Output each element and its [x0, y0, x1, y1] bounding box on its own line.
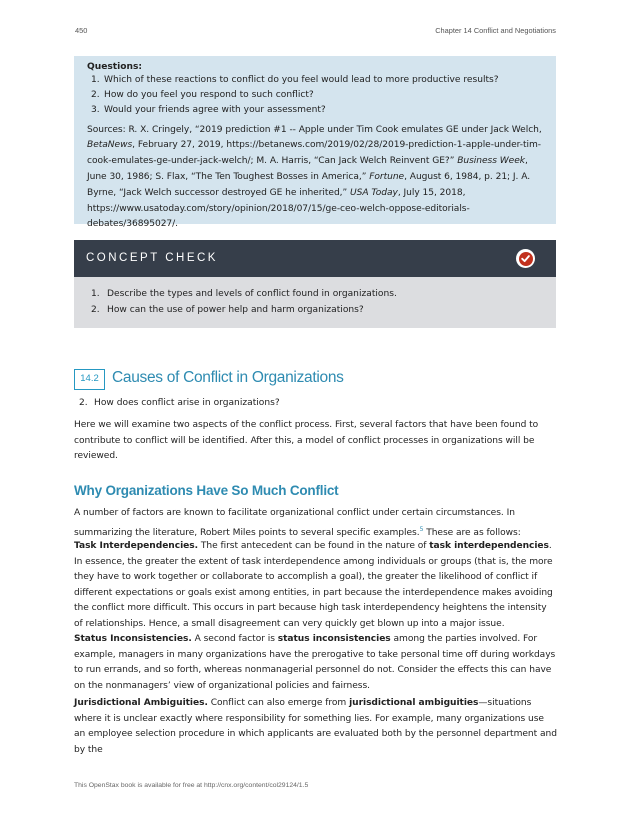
status-inconsistencies-paragraph — [74, 632, 557, 694]
key-term: status inconsistencies — [277, 634, 391, 644]
sources-citation — [87, 123, 543, 234]
paragraph-text: A number of factors are known to facilitate organizational conflict under certain circumstances. In summarizing the literature, Robert Miles points to several specific examples. — [74, 508, 515, 538]
question-item — [87, 88, 543, 103]
question-text: Would your friends agree with your assessment? — [104, 105, 326, 116]
paragraph-text: . In essence, the greater the extent of task interdependence among individuals or groups (that is, the more they have to work together or collaborate to accomplish a goal), the greater the likelihood of conflict if different expectations or goals exist among entities, in part because the interdependence makes avoiding the conflict more difficult. This occurs in part because high task interdependency heightens the intensity of relationships. Hence, a small disagreement can very quickly get blown up into a major issue. — [74, 541, 553, 629]
question-number: 3. — [91, 105, 100, 116]
learning-objective — [79, 398, 280, 408]
question-text: How do you feel you respond to such conflict? — [104, 90, 314, 101]
paragraph-text: Conflict can also emerge from — [207, 698, 350, 708]
questions-title: Questions: — [87, 62, 143, 72]
item-number: 1. — [91, 289, 100, 299]
page-footer: This OpenStax book is available for free at http://cnx.org/content/col29124/1.5 — [74, 782, 309, 789]
key-term: jurisdictional ambiguities — [349, 698, 479, 708]
jurisdictional-ambiguities-paragraph — [74, 696, 557, 758]
paragraph-text: —situations where it is unclear exactly where responsibility for something lies. For example, many organizations use an employee selection procedure in which applicants are evaluated both by the personnel department and by the — [74, 698, 557, 755]
item-number: 2. — [91, 304, 100, 315]
checkmark-icon — [516, 249, 535, 268]
item-text: Describe the types and levels of conflict found in organizations. — [107, 289, 397, 299]
paragraph-text: The first antecedent can be found in the nature of — [198, 541, 430, 551]
footnote-link[interactable]: 5 — [419, 525, 424, 533]
paragraph-text: A second factor is — [191, 634, 278, 644]
key-term: task interdependencies — [429, 541, 549, 551]
chapter-title: Chapter 14 Conflict and Negotiations — [435, 26, 556, 35]
intro-paragraph: Here we will examine two aspects of the conflict process. First, several factors that have been found to contribute to conflict will be identified. After this, a model of conflict processes in organizations will be reviewed. — [74, 420, 539, 462]
case-questions-box — [74, 56, 556, 230]
concept-check-item — [91, 303, 556, 319]
task-interdependencies-paragraph — [74, 539, 557, 633]
paragraph-text: These are as follows: — [423, 527, 521, 538]
question-item — [87, 73, 543, 88]
source-text: , July 15, 2018, https://www.usatoday.com/story/opinion/2018/07/15/ge-ceo-welch-oppose-editorials-debates/36895027/. — [87, 187, 470, 230]
question-number: 1. — [91, 75, 100, 85]
source-publication: Business Week — [457, 156, 525, 167]
question-item — [87, 103, 543, 118]
source-text: , August 6, 1984, p. 21; J. A. Byrne, “Jack Welch successor destroyed GE he inherited,” — [87, 172, 531, 198]
source-publication: BetaNews — [87, 140, 133, 151]
concept-check-list — [91, 287, 556, 318]
concept-check-title: CONCEPT CHECK — [86, 252, 218, 264]
question-number: 2. — [91, 90, 100, 101]
source-publication: Fortune — [369, 172, 405, 182]
section-number: 14.2 — [74, 369, 105, 390]
source-text: , June 30, 1986; S. Flax, “The Ten Toughest Bosses in America,” — [87, 156, 528, 182]
question-text: Which of these reactions to conflict do you feel would lead to more productive results? — [104, 75, 499, 85]
source-text: Sources: R. X. Cringely, “2019 prediction #1 -- Apple under Tim Cook emulates GE under Jack Welch, — [87, 124, 542, 135]
source-text: , February 27, 2019, https://betanews.com/2019/02/28/2019-prediction-1-apple-under-tim-cook-emulates-ge-under-jack-welch/; M. A. Harris, “Can Jack Welch Reinvent GE?” — [87, 140, 542, 167]
objective-text: How does conflict arise in organizations? — [94, 398, 280, 408]
run-in-heading: Status Inconsistencies. — [74, 634, 192, 644]
questions-list — [87, 73, 543, 119]
item-text: How can the use of power help and harm organizations? — [107, 304, 364, 315]
factors-paragraph — [74, 506, 557, 541]
run-in-heading: Task Interdependencies. — [74, 541, 199, 551]
section-title: Causes of Conflict in Organizations — [112, 369, 344, 386]
concept-check-body — [74, 277, 556, 328]
paragraph-text: among the parties involved. For example, managers in many organizations have the prerogative to take personal time off during workdays to run errands, and so forth, whereas nonmanagerial personnel do not. Consider the effects this can have on the nonmanagers’ view of organizational policies and fairness. — [74, 634, 556, 691]
objective-number: 2. — [79, 398, 88, 408]
run-in-heading: Jurisdictional Ambiguities. — [74, 698, 208, 708]
concept-check-header — [74, 240, 556, 277]
subsection-heading: Why Organizations Have So Much Conflict — [74, 483, 339, 498]
running-head — [75, 26, 556, 38]
page-number: 450 — [75, 26, 88, 35]
concept-check-item — [91, 287, 556, 303]
source-publication: USA Today — [350, 187, 398, 198]
